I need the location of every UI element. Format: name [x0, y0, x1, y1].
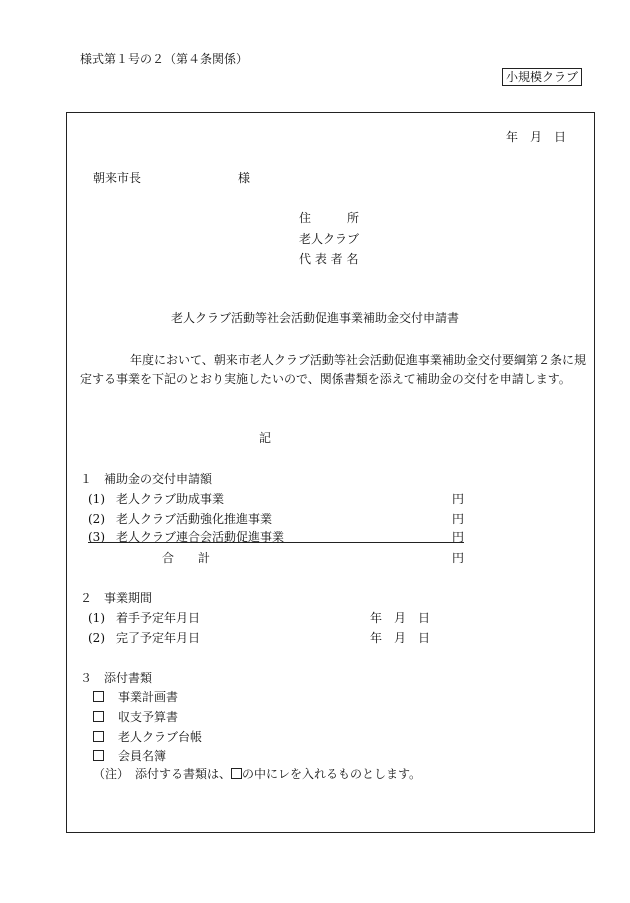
item-number: (3): [88, 530, 105, 544]
note-suffix: の中にレを入れるものとします。: [242, 767, 422, 781]
item-number: (1): [88, 492, 105, 506]
section2-item: [88, 612, 200, 624]
document-title: 老人クラブ活動等社会活動促進事業補助金交付申請書: [170, 311, 459, 325]
section1-item: [88, 513, 272, 525]
applicant-address-label: 住 所: [299, 211, 360, 225]
checkbox[interactable]: [93, 731, 104, 742]
total-label: 合 計: [162, 551, 211, 565]
item-label: 着手予定年月日: [116, 611, 201, 625]
date-placeholder: 年 月 日: [370, 631, 431, 645]
yen-unit: 円: [452, 530, 465, 544]
ki-heading: 記: [259, 431, 272, 445]
attachment-item: [93, 691, 178, 703]
note-prefix: （注） 添付する書類は、: [93, 767, 232, 781]
note: [93, 768, 421, 780]
checkbox-symbol: [231, 768, 242, 779]
addressee: 朝来市長: [93, 171, 142, 185]
attachment-label: 会員名簿: [118, 749, 167, 763]
attachment-label: 老人クラブ台帳: [118, 730, 203, 744]
body-paragraph: 年度において、朝来市老人クラブ活動等社会活動促進事業補助金交付要綱第２条に規定する事業を下記のとおり実施したいので、関係書類を添えて補助金の交付を申請します。: [80, 353, 586, 386]
section1-heading: １ 補助金の交付申請額: [80, 472, 213, 486]
yen-unit: 円: [452, 512, 465, 526]
item-label: 老人クラブ助成事業: [116, 492, 225, 506]
attachment-label: 事業計画書: [118, 690, 179, 704]
section2-heading: ２ 事業期間: [80, 591, 153, 605]
item-number: (1): [88, 611, 105, 625]
item-label: 完了予定年月日: [116, 631, 201, 645]
attachment-item: [93, 711, 178, 723]
attachment-item: [93, 750, 166, 762]
checkbox[interactable]: [93, 711, 104, 722]
attachment-item: [93, 731, 202, 743]
attachment-label: 収支予算書: [118, 710, 179, 724]
item-label: 老人クラブ活動強化推進事業: [116, 512, 273, 526]
honorific: 様: [238, 171, 251, 185]
checkbox[interactable]: [93, 691, 104, 702]
form-number-label: 様式第１号の２（第４条関係）: [80, 52, 249, 66]
category-badge: 小規模クラブ: [502, 68, 582, 86]
item-number: (2): [88, 631, 105, 645]
applicant-club-label: 老人クラブ: [299, 232, 360, 246]
subtotal-rule: [88, 542, 464, 543]
total-yen-unit: 円: [452, 551, 465, 565]
checkbox[interactable]: [93, 750, 104, 761]
date-placeholder: 年 月 日: [370, 611, 431, 625]
item-number: (2): [88, 512, 105, 526]
section1-item: [88, 493, 224, 505]
application-date: 年 月 日: [506, 130, 567, 144]
item-label: 老人クラブ連合会活動促進事業: [116, 530, 285, 544]
section3-heading: ３ 添付書類: [80, 671, 153, 685]
applicant-representative-label: 代 表 者 名: [299, 252, 359, 266]
yen-unit: 円: [452, 492, 465, 506]
section2-item: [88, 632, 200, 644]
